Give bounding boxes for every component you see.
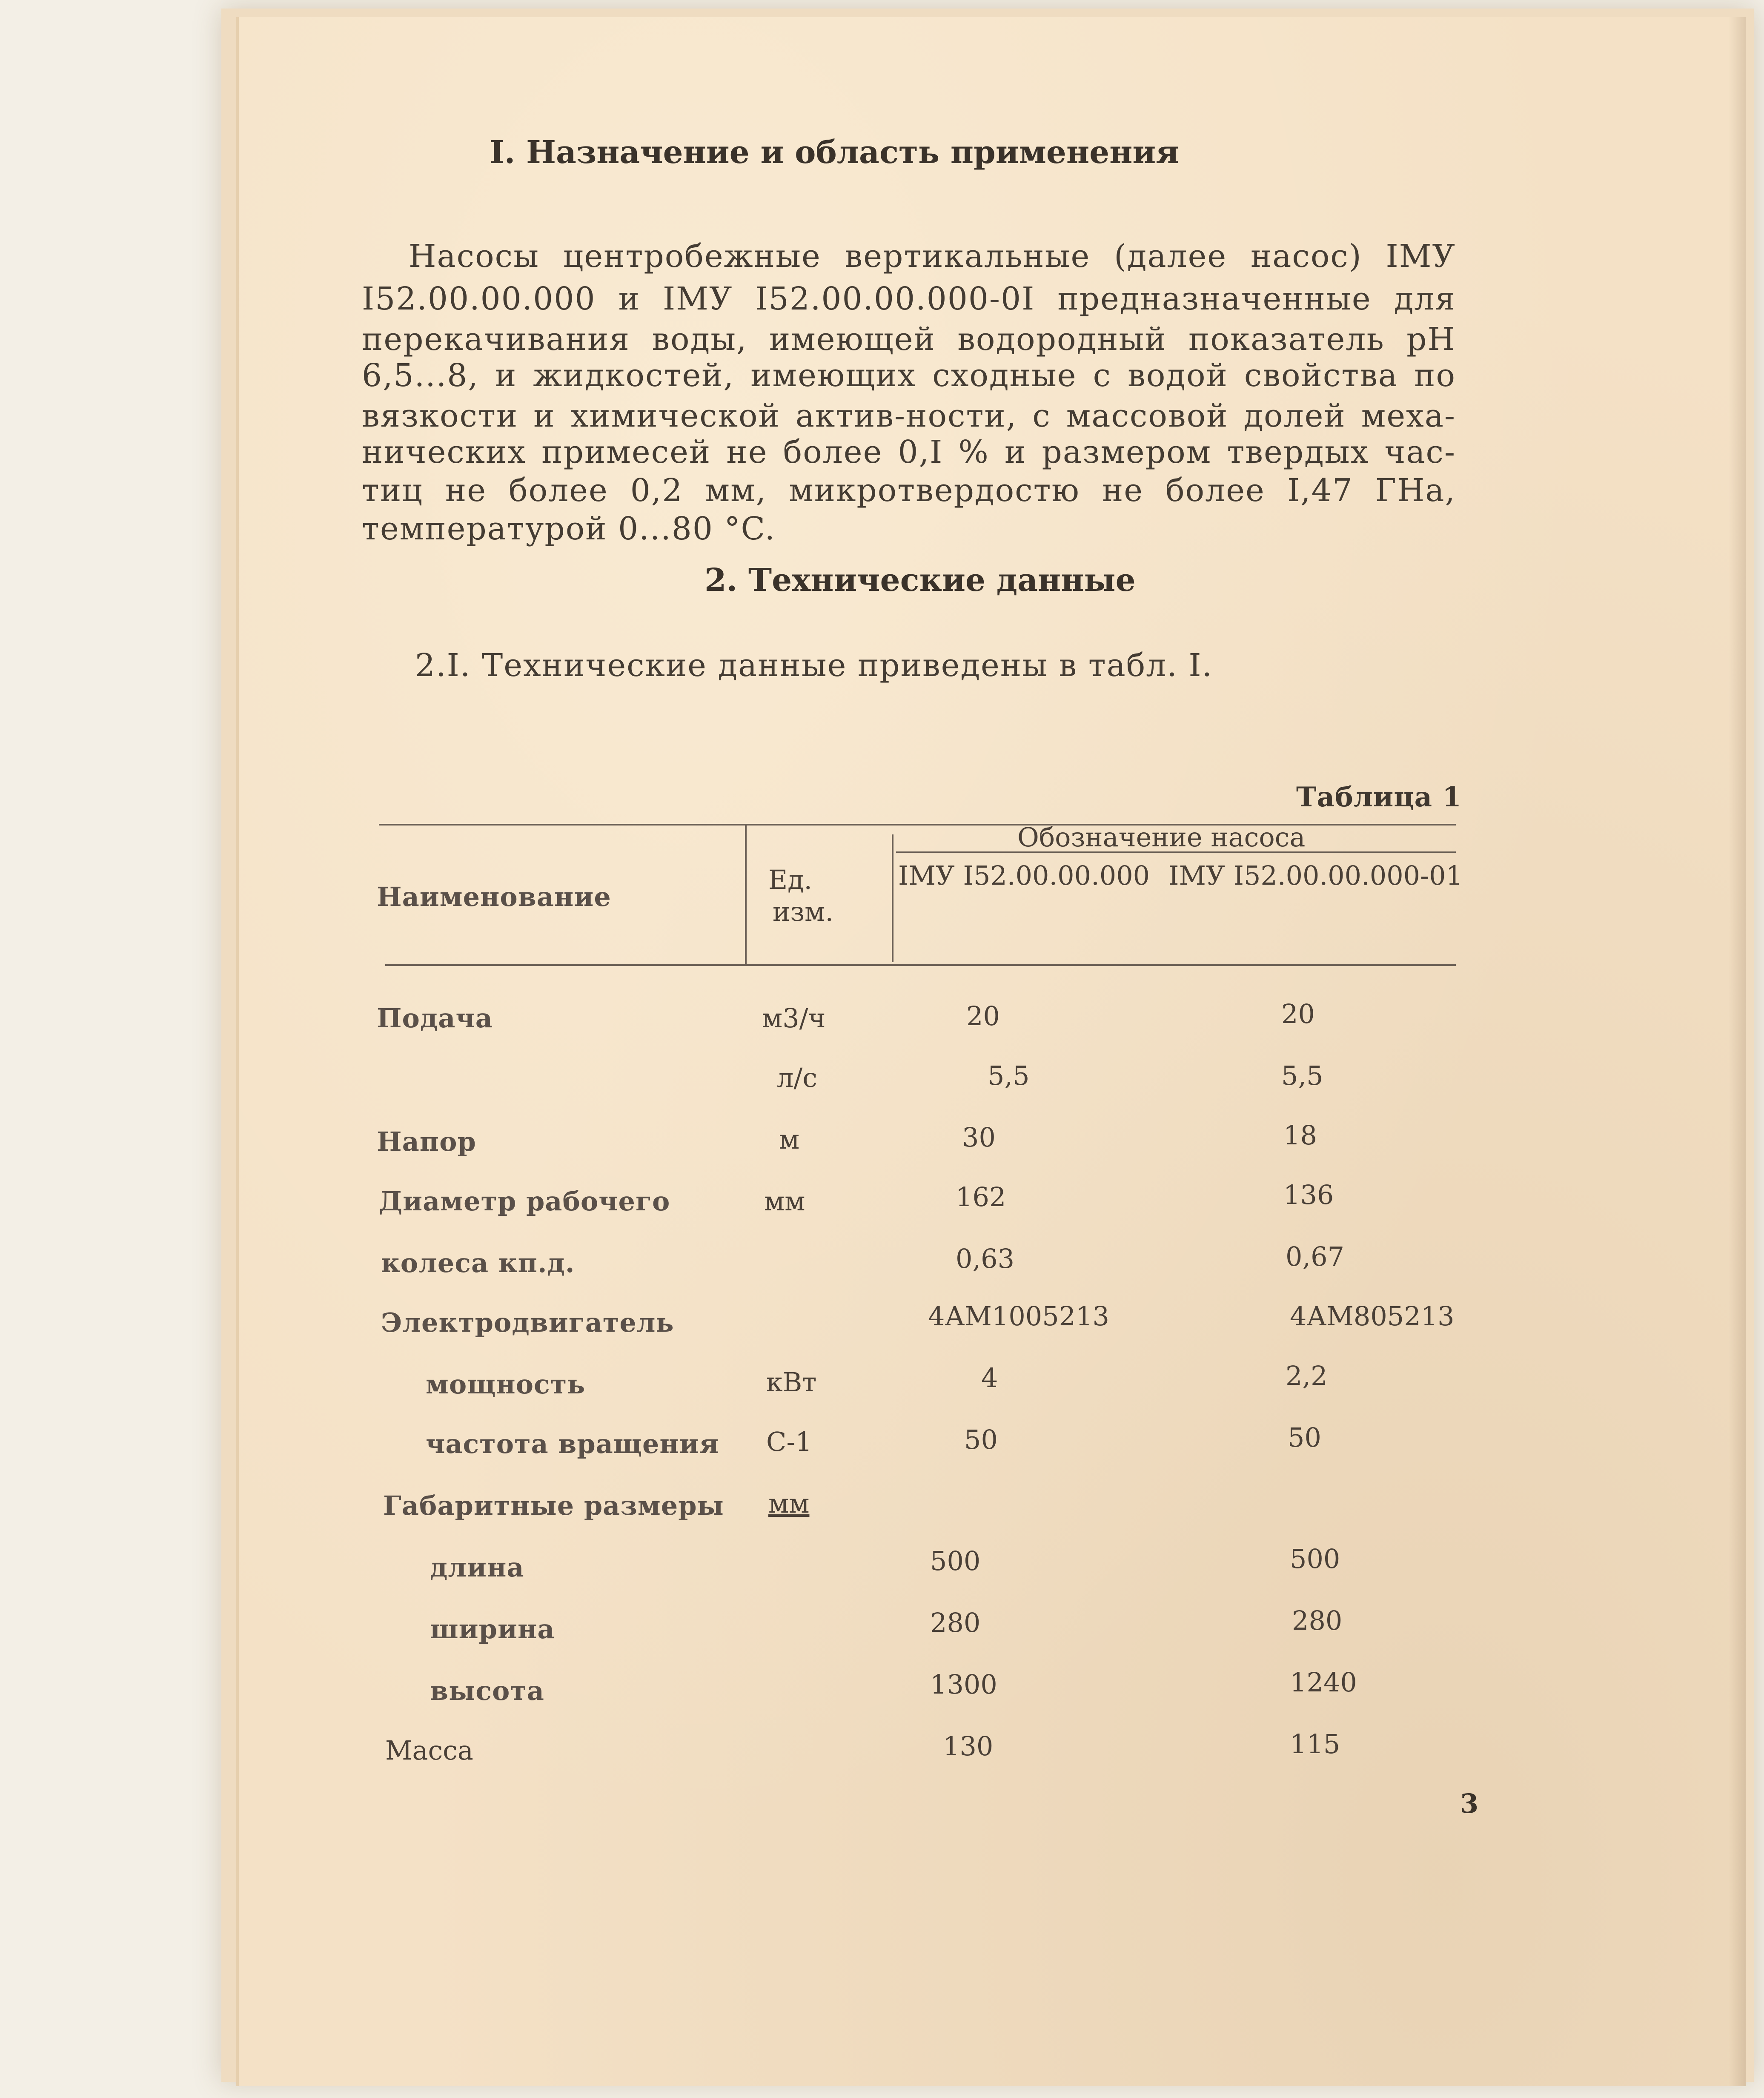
row-value-1: 30 xyxy=(962,1122,996,1153)
row-name: Диаметр рабочего xyxy=(379,1186,670,1217)
row-name: Подача xyxy=(377,1003,493,1034)
header-bottom-rule xyxy=(385,964,1456,966)
paragraph-line-2: I52.00.00.000 и IMУ I52.00.00.000-0I предназначенные для xyxy=(362,281,1456,317)
row-value-1: 1300 xyxy=(930,1669,997,1700)
row-value-1: 500 xyxy=(930,1545,981,1576)
row-name: колеса кп.д. xyxy=(381,1247,575,1278)
paragraph-line-4: 6,5...8, и жидкостей, имеющих сходные с водой свойства по xyxy=(362,357,1456,394)
row-value-1: 5,5 xyxy=(988,1060,1030,1091)
row-name: Масса xyxy=(385,1735,473,1766)
row-name: мощность xyxy=(426,1369,586,1400)
row-value-2: 1240 xyxy=(1290,1667,1357,1698)
row-value-1: 162 xyxy=(956,1181,1006,1212)
row-value-2: 20 xyxy=(1281,998,1315,1029)
row-name: длина xyxy=(430,1552,524,1583)
header-col-2: IMУ I52.00.00.000-01 xyxy=(1168,860,1463,891)
row-value-2: 5,5 xyxy=(1281,1060,1323,1091)
row-unit: мм xyxy=(768,1488,810,1519)
row-name: Электродвигатель xyxy=(381,1307,674,1338)
row-name: частота вращения xyxy=(426,1428,719,1459)
row-value-2: 136 xyxy=(1283,1179,1334,1210)
row-unit: мм xyxy=(764,1186,805,1217)
paragraph-line-7: тиц не более 0,2 мм, микротвердостю не более I,47 ГНа, xyxy=(362,472,1456,509)
row-name: ширина xyxy=(430,1614,555,1645)
paragraph-line-5: вязкости и химической актив-ности, с массовой долей меха- xyxy=(362,398,1456,434)
header-name: Наименование xyxy=(377,881,611,912)
section-1-heading: I. Назначение и область применения xyxy=(490,134,1179,171)
row-value-2: 500 xyxy=(1290,1543,1340,1574)
table-divider-2 xyxy=(892,834,893,962)
row-value-1: 130 xyxy=(943,1731,994,1762)
section-2-intro: 2.I. Технические данные приведены в табл. I. xyxy=(415,647,1213,684)
row-value-1: 4 xyxy=(981,1362,998,1393)
row-value-2: 0,67 xyxy=(1286,1241,1345,1272)
header-group: Обозначение насоса xyxy=(1017,822,1306,853)
header-col-1: IMУ I52.00.00.000 xyxy=(898,860,1150,891)
row-unit: С-1 xyxy=(766,1426,812,1457)
row-value-1: 0,63 xyxy=(956,1243,1015,1274)
row-name: высота xyxy=(430,1675,544,1706)
row-value-1: 50 xyxy=(964,1424,998,1455)
row-unit: л/с xyxy=(777,1062,817,1093)
row-unit: кВт xyxy=(766,1367,817,1398)
paragraph-line-1: Насосы центробежные вертикальные (далее насос) IMУ xyxy=(409,238,1456,275)
table-caption: Таблица 1 xyxy=(1296,781,1462,813)
section-2-heading: 2. Технические данные xyxy=(704,562,1136,599)
paragraph-line-8: температурой 0...80 °C. xyxy=(362,510,776,547)
row-value-1: 20 xyxy=(966,1000,1000,1032)
header-unit-line2: изм. xyxy=(773,896,834,927)
row-value-2: 2,2 xyxy=(1286,1360,1328,1391)
page-number: 3 xyxy=(1460,1788,1479,1819)
paragraph-line-3: перекачивания воды, имеющей водородный показатель pH xyxy=(362,321,1456,358)
header-unit-line1: Ед. xyxy=(768,864,813,895)
paragraph-line-6: нических примесей не более 0,I % и размером твердых час- xyxy=(362,434,1456,470)
row-unit: м3/ч xyxy=(762,1003,826,1034)
row-value-2: 280 xyxy=(1292,1605,1343,1636)
row-name: Габаритные размеры xyxy=(383,1490,724,1521)
row-value-1: 4АМ1005213 xyxy=(928,1301,1110,1332)
row-value-2: 18 xyxy=(1283,1120,1317,1151)
row-value-1: 280 xyxy=(930,1607,981,1638)
row-value-2: 115 xyxy=(1290,1728,1340,1760)
table-divider-1 xyxy=(745,824,747,964)
row-name: Напор xyxy=(377,1126,476,1157)
row-value-2: 50 xyxy=(1288,1422,1321,1453)
row-unit: м xyxy=(779,1124,800,1155)
row-value-2: 4АМ805213 xyxy=(1290,1301,1455,1332)
